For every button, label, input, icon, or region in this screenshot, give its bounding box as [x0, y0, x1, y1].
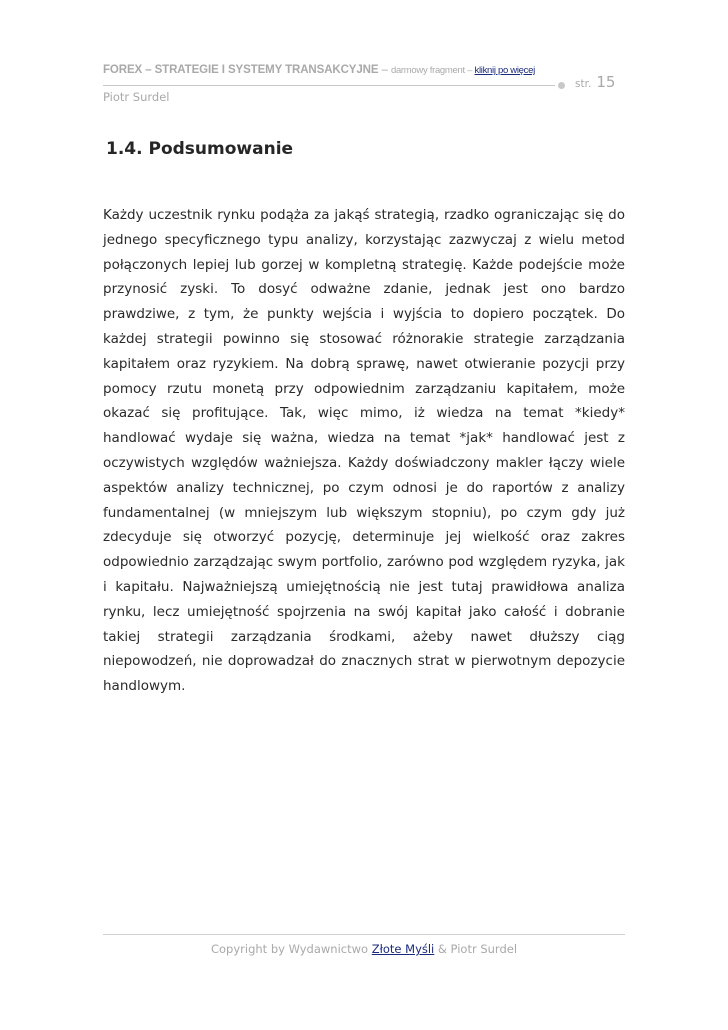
more-link[interactable]: kliknij po więcej: [474, 65, 535, 76]
header-divider: [103, 85, 555, 86]
book-title: FOREX – STRATEGIE I SYSTEMY TRANSAKCYJNE: [103, 64, 379, 76]
fragment-label: darmowy fragment: [390, 65, 465, 76]
publisher-link[interactable]: Złote Myśli: [371, 942, 435, 956]
body-paragraph: Każdy uczestnik rynku podąża za jakąś strategią, rzadko ograniczając się do jednego specyficznego typu analizy, korzystając zazwyczaj z wielu metod połączonych lepiej lub gorzej w kompletną strategię. Każde podejście może przynosić zyski. To dosyć odważne zdanie, jednak jest ono bardzo prawdziwe, z tym, że punkty wejścia i wyjścia to dopiero początek. Do każdej strategii powinno się stosować różnorakie strategie zarządzania kapitałem oraz ryzykiem. Na dobrą sprawę, nawet otwieranie pozycji przy pomocy rzutu monetą przy odpowiednim zarządzaniu kapitałem, może okazać się profitujące. Tak, więc mimo, iż wiedza na temat *kiedy* handlować wydaje się ważna, wiedza na temat *jak* handlować jest z oczywistych względów ważniejsza. Każdy doświadczony makler łączy wiele aspektów analizy technicznej, po czym odnosi je do raportów z analizy fundamentalnej (w mniejszym lub większym stopniu), po czym gdy już zdecyduje się otworzyć pozycję, determinuje jej wielkość oraz zakres odpowiednio zarządzając swym portfolio, zarówno pod względem ryzyka, jak i kapitału. Najważniejszą umiejętnością nie jest tutaj prawidłowa analiza rynku, lecz umiejętność spojrzenia na swój kapitał jako całość i dobranie takiej strategii zarządzania środkami, ażeby nawet dłuższy ciąg niepowodzeń, nie doprowadzał do znacznych strat w pierwotnym depozycie handlowym.: [103, 207, 625, 695]
bullet-icon: [558, 82, 565, 89]
author-name: Piotr Surdel: [103, 90, 170, 104]
copyright-prefix: Copyright by Wydawnictwo: [210, 942, 372, 956]
copyright-suffix: & Piotr Surdel: [434, 942, 518, 956]
running-header: [103, 64, 535, 76]
page-header: [103, 64, 625, 114]
header-separator-2: –: [464, 65, 475, 76]
header-separator: –: [378, 64, 391, 76]
page-number-value: 15: [596, 73, 616, 91]
page-number: [575, 72, 615, 91]
page-prefix: str.: [575, 78, 592, 90]
page-footer: [103, 942, 625, 956]
section-title: 1.4. Podsumowanie: [106, 139, 294, 159]
footer-divider: [103, 934, 625, 935]
